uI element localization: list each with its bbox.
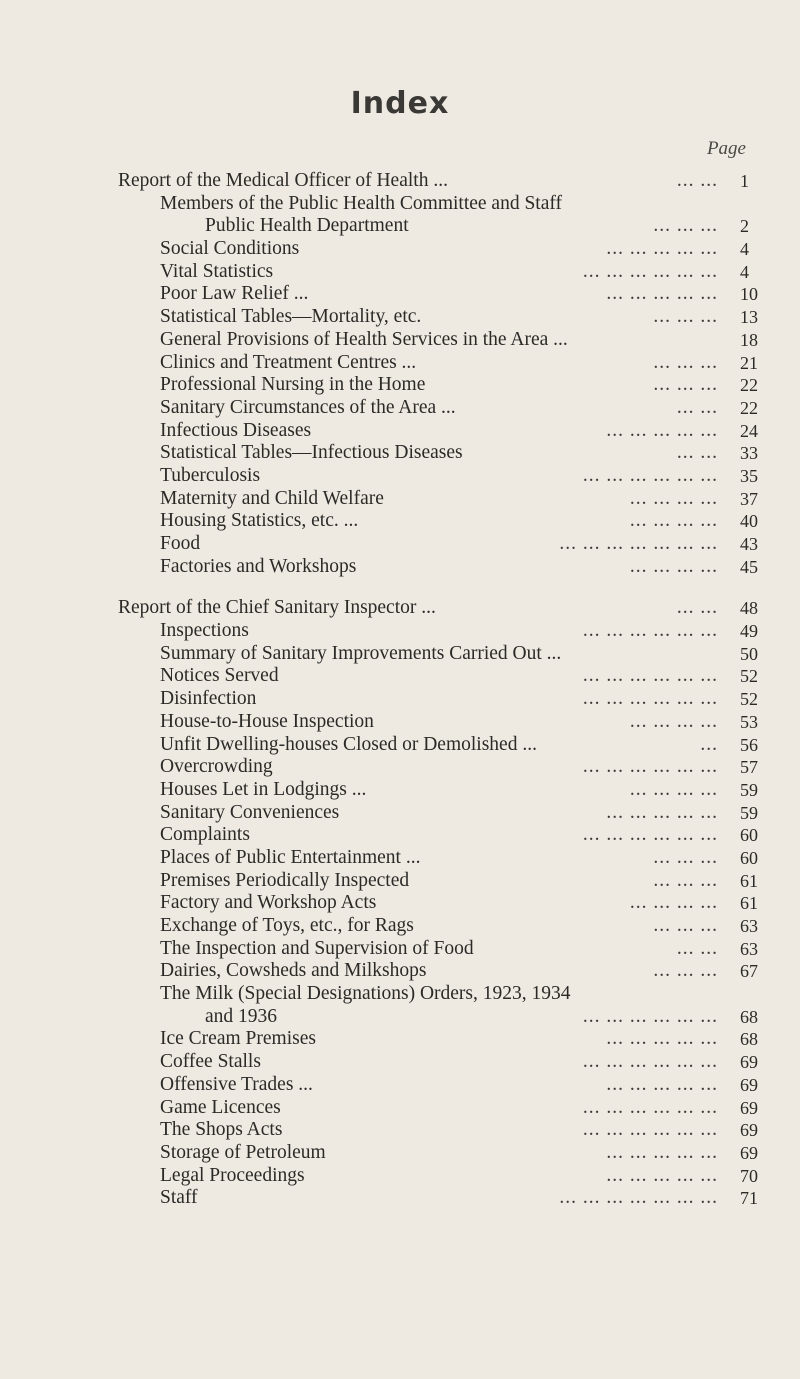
entry-page-number: 69: [740, 1142, 758, 1163]
entry-leader-dots: ... ... ... ... ... ...: [582, 1119, 718, 1141]
entry-leader-dots: ... ...: [676, 442, 718, 464]
entry-page-number: 61: [740, 870, 758, 891]
entry-page-number: 49: [740, 621, 758, 642]
entry-page-number: 69: [740, 1074, 758, 1095]
entry-leader-dots: ... ... ...: [653, 846, 718, 868]
entry-label: Overcrowding: [160, 756, 273, 778]
entry-page-number: 60: [740, 847, 758, 868]
index-entry: [0, 352, 800, 375]
index-entry: [0, 465, 800, 488]
entry-label: Places of Public Entertainment ...: [160, 846, 421, 868]
entry-page-number: 33: [740, 443, 758, 464]
index-entry: [0, 756, 800, 779]
entry-page-number: 18: [740, 329, 758, 350]
entry-page-number: 67: [740, 961, 758, 982]
entry-page-number: 59: [740, 779, 758, 800]
entry-page-number: 40: [740, 511, 758, 532]
entry-label: The Shops Acts: [160, 1119, 283, 1141]
entry-page-number: 69: [740, 1052, 758, 1073]
entry-label: Game Licences: [160, 1096, 281, 1118]
index-entry: [0, 643, 800, 666]
index-entry: [0, 442, 800, 465]
entry-leader-dots: ... ... ...: [653, 306, 718, 328]
index-entry: [0, 960, 800, 983]
entry-leader-dots: ... ... ... ... ... ... ...: [559, 533, 718, 554]
entry-leader-dots: ... ... ... ... ... ...: [582, 665, 718, 687]
entry-leader-dots: ... ... ... ... ...: [606, 1073, 718, 1095]
index-entry: [0, 215, 800, 238]
index-entry: [0, 306, 800, 329]
index-entry: [0, 488, 800, 511]
entry-page-number: 1: [740, 171, 749, 191]
entry-leader-dots: ... ... ... ... ...: [606, 283, 718, 305]
entry-label: Infectious Diseases: [160, 419, 312, 441]
index-entry: [0, 1187, 800, 1210]
entry-page-number: 68: [740, 1006, 758, 1027]
section-gap: [0, 578, 800, 597]
entry-page-number: 22: [740, 397, 758, 418]
entry-label: Sanitary Conveniences: [160, 801, 340, 823]
entry-label: Complaints: [160, 824, 250, 846]
entry-page-number: 70: [740, 1165, 758, 1186]
entry-leader-dots: ... ...: [676, 937, 718, 959]
entry-page-number: 22: [740, 375, 758, 396]
entry-page-number: 45: [740, 556, 758, 577]
entry-leader-dots: ... ... ... ... ...: [606, 238, 718, 260]
index-entry: [0, 847, 800, 870]
index-entry: [0, 374, 800, 397]
index-entry: [0, 556, 800, 579]
index-entry: [0, 734, 800, 757]
index-entry: [0, 915, 800, 938]
entry-label: Members of the Public Health Committee and Staff: [160, 192, 563, 214]
entry-label: Tuberculosis: [160, 464, 261, 486]
index-entry: [0, 238, 800, 261]
entry-page-number: 69: [740, 1097, 758, 1118]
index-entry: [0, 983, 800, 1006]
entry-label: Professional Nursing in the Home: [160, 374, 426, 396]
index-entry: [0, 420, 800, 443]
entry-leader-dots: ... ... ...: [653, 351, 718, 373]
entry-leader-dots: ... ...: [676, 396, 718, 418]
page-title: Index: [350, 86, 450, 121]
entry-label: Factory and Workshop Acts: [160, 892, 377, 914]
entry-leader-dots: ... ... ... ... ... ...: [582, 1096, 718, 1118]
entry-leader-dots: ... ... ...: [653, 374, 718, 396]
entry-leader-dots: ... ... ... ... ... ...: [582, 1005, 718, 1027]
entry-label: Storage of Petroleum: [160, 1141, 326, 1163]
entry-label: Premises Periodically Inspected: [160, 869, 410, 891]
entry-label: Houses Let in Lodgings ...: [160, 778, 367, 800]
entry-label: Statistical Tables—Mortality, etc.: [160, 306, 422, 328]
entry-label: Statistical Tables—Infectious Diseases: [160, 442, 463, 464]
entry-leader-dots: ... ... ...: [653, 915, 718, 936]
index-entry: [0, 1028, 800, 1051]
entry-page-number: 37: [740, 488, 758, 509]
entry-page-number: 71: [740, 1188, 758, 1209]
index-entry: [0, 283, 800, 306]
entry-label: Housing Statistics, etc. ...: [160, 510, 359, 532]
entry-leader-dots: ... ...: [676, 170, 718, 191]
entry-page-number: 24: [740, 420, 758, 441]
entry-label: Food: [160, 533, 201, 554]
entry-leader-dots: ... ... ... ...: [629, 510, 718, 532]
entry-label: Offensive Trades ...: [160, 1073, 313, 1095]
entry-leader-dots: ... ... ... ... ... ...: [582, 620, 718, 642]
entry-label: Sanitary Circumstances of the Area ...: [160, 396, 456, 418]
entry-page-number: 56: [740, 734, 758, 755]
entry-leader-dots: ... ... ... ...: [629, 487, 718, 509]
index-entry: [0, 597, 800, 620]
entry-leader-dots: ... ... ... ...: [629, 892, 718, 914]
entry-leader-dots: ... ... ... ... ... ...: [582, 688, 718, 710]
index-entry: [0, 193, 800, 216]
entry-page-number: 2: [740, 216, 749, 237]
index-entry: [0, 1142, 800, 1165]
entry-leader-dots: ... ... ...: [653, 215, 718, 237]
entry-leader-dots: ... ... ... ... ... ...: [582, 1051, 718, 1073]
entry-label: Exchange of Toys, etc., for Rags: [160, 915, 414, 936]
index-entry: [0, 261, 800, 284]
entry-label: Disinfection: [160, 688, 257, 710]
entry-page-number: 21: [740, 352, 758, 373]
index-entry: [0, 870, 800, 893]
entry-page-number: 48: [740, 598, 758, 619]
entry-page-number: 57: [740, 757, 758, 778]
entry-page-number: 4: [740, 239, 749, 260]
index-entry: [0, 397, 800, 420]
index-entry: [0, 892, 800, 915]
index-entry: [0, 1006, 800, 1029]
entry-page-number: 10: [740, 284, 758, 305]
entry-page-number: 35: [740, 465, 758, 486]
entry-leader-dots: ... ... ... ... ... ...: [582, 824, 718, 846]
entry-label: Unfit Dwelling-houses Closed or Demolished ...: [160, 733, 537, 755]
index-entry: [0, 1119, 800, 1142]
entry-label: Public Health Department: [205, 215, 409, 237]
entry-leader-dots: ... ... ... ... ...: [606, 1164, 718, 1186]
index-entry: [0, 1051, 800, 1074]
entry-leader-dots: ... ... ... ... ... ...: [582, 464, 718, 486]
entry-label: Report of the Medical Officer of Health ...: [118, 170, 448, 191]
entry-label: Factories and Workshops: [160, 555, 357, 577]
entry-page-number: 63: [740, 938, 758, 959]
index-entry: [0, 688, 800, 711]
index-entry: [0, 1097, 800, 1120]
entry-label: Poor Law Relief ...: [160, 283, 309, 305]
entry-leader-dots: ... ... ... ... ...: [606, 419, 718, 441]
index-entry: [0, 779, 800, 802]
index-entry: [0, 1165, 800, 1188]
entry-leader-dots: ... ... ... ...: [629, 778, 718, 800]
entry-label: Vital Statistics: [160, 260, 274, 282]
entry-label: Legal Proceedings: [160, 1164, 305, 1186]
entry-page-number: 69: [740, 1120, 758, 1141]
entry-label: Report of the Chief Sanitary Inspector ...: [118, 597, 436, 619]
entry-leader-dots: ... ... ...: [653, 869, 718, 891]
entry-label: House-to-House Inspection: [160, 710, 374, 732]
entry-page-number: 50: [740, 643, 758, 664]
entry-leader-dots: ... ... ... ... ...: [606, 1028, 718, 1050]
entry-label: The Milk (Special Designations) Orders, 1923, 1934: [160, 983, 571, 1005]
entry-label: Coffee Stalls: [160, 1051, 261, 1073]
index-entry: [0, 665, 800, 688]
entry-leader-dots: ... ... ... ... ... ...: [582, 756, 718, 778]
index-entry: [0, 170, 800, 193]
entry-label: Summary of Sanitary Improvements Carried Out ...: [160, 642, 562, 664]
entry-leader-dots: ... ... ... ...: [629, 555, 718, 577]
index-entry: [0, 533, 800, 556]
entry-label: Social Conditions: [160, 238, 300, 260]
entry-label: Inspections: [160, 620, 249, 642]
index-entry: [0, 711, 800, 734]
entry-label: Clinics and Treatment Centres ...: [160, 351, 417, 373]
entry-label: Staff: [160, 1187, 198, 1209]
entry-page-number: 59: [740, 802, 758, 823]
entry-leader-dots: ... ... ... ... ...: [606, 801, 718, 823]
entry-label: Notices Served: [160, 665, 279, 687]
entry-page-number: 53: [740, 711, 758, 732]
entry-label: Maternity and Child Welfare: [160, 487, 384, 509]
index-entry: [0, 1074, 800, 1097]
entry-leader-dots: ... ... ... ... ...: [606, 1141, 718, 1163]
entry-label: Ice Cream Premises: [160, 1028, 316, 1050]
entry-page-number: 63: [740, 916, 758, 936]
table-of-contents: [0, 170, 800, 1210]
entry-page-number: 60: [740, 825, 758, 846]
index-entry: [0, 620, 800, 643]
entry-leader-dots: ... ... ...: [653, 960, 718, 982]
entry-page-number: 52: [740, 689, 758, 710]
entry-label: and 1936: [205, 1005, 278, 1027]
entry-page-number: 61: [740, 893, 758, 914]
entry-page-number: 52: [740, 666, 758, 687]
entry-page-number: 13: [740, 307, 758, 328]
entry-label: Dairies, Cowsheds and Milkshops: [160, 960, 427, 982]
entry-label: General Provisions of Health Services in the Area ...: [160, 328, 568, 350]
index-entry: [0, 938, 800, 961]
entry-leader-dots: ... ...: [676, 597, 718, 619]
entry-page-number: 43: [740, 534, 758, 554]
entry-leader-dots: ...: [700, 733, 718, 755]
entry-page-number: 68: [740, 1029, 758, 1050]
page-column-label: Page: [706, 138, 746, 159]
entry-page-number: 4: [740, 261, 749, 282]
entry-leader-dots: ... ... ... ...: [629, 710, 718, 732]
index-entry: [0, 824, 800, 847]
entry-leader-dots: ... ... ... ... ... ... ...: [559, 1187, 718, 1209]
index-entry: [0, 329, 800, 352]
entry-leader-dots: ... ... ... ... ... ...: [582, 260, 718, 282]
index-entry: [0, 510, 800, 533]
index-entry: [0, 802, 800, 825]
entry-label: The Inspection and Supervision of Food: [160, 937, 474, 959]
